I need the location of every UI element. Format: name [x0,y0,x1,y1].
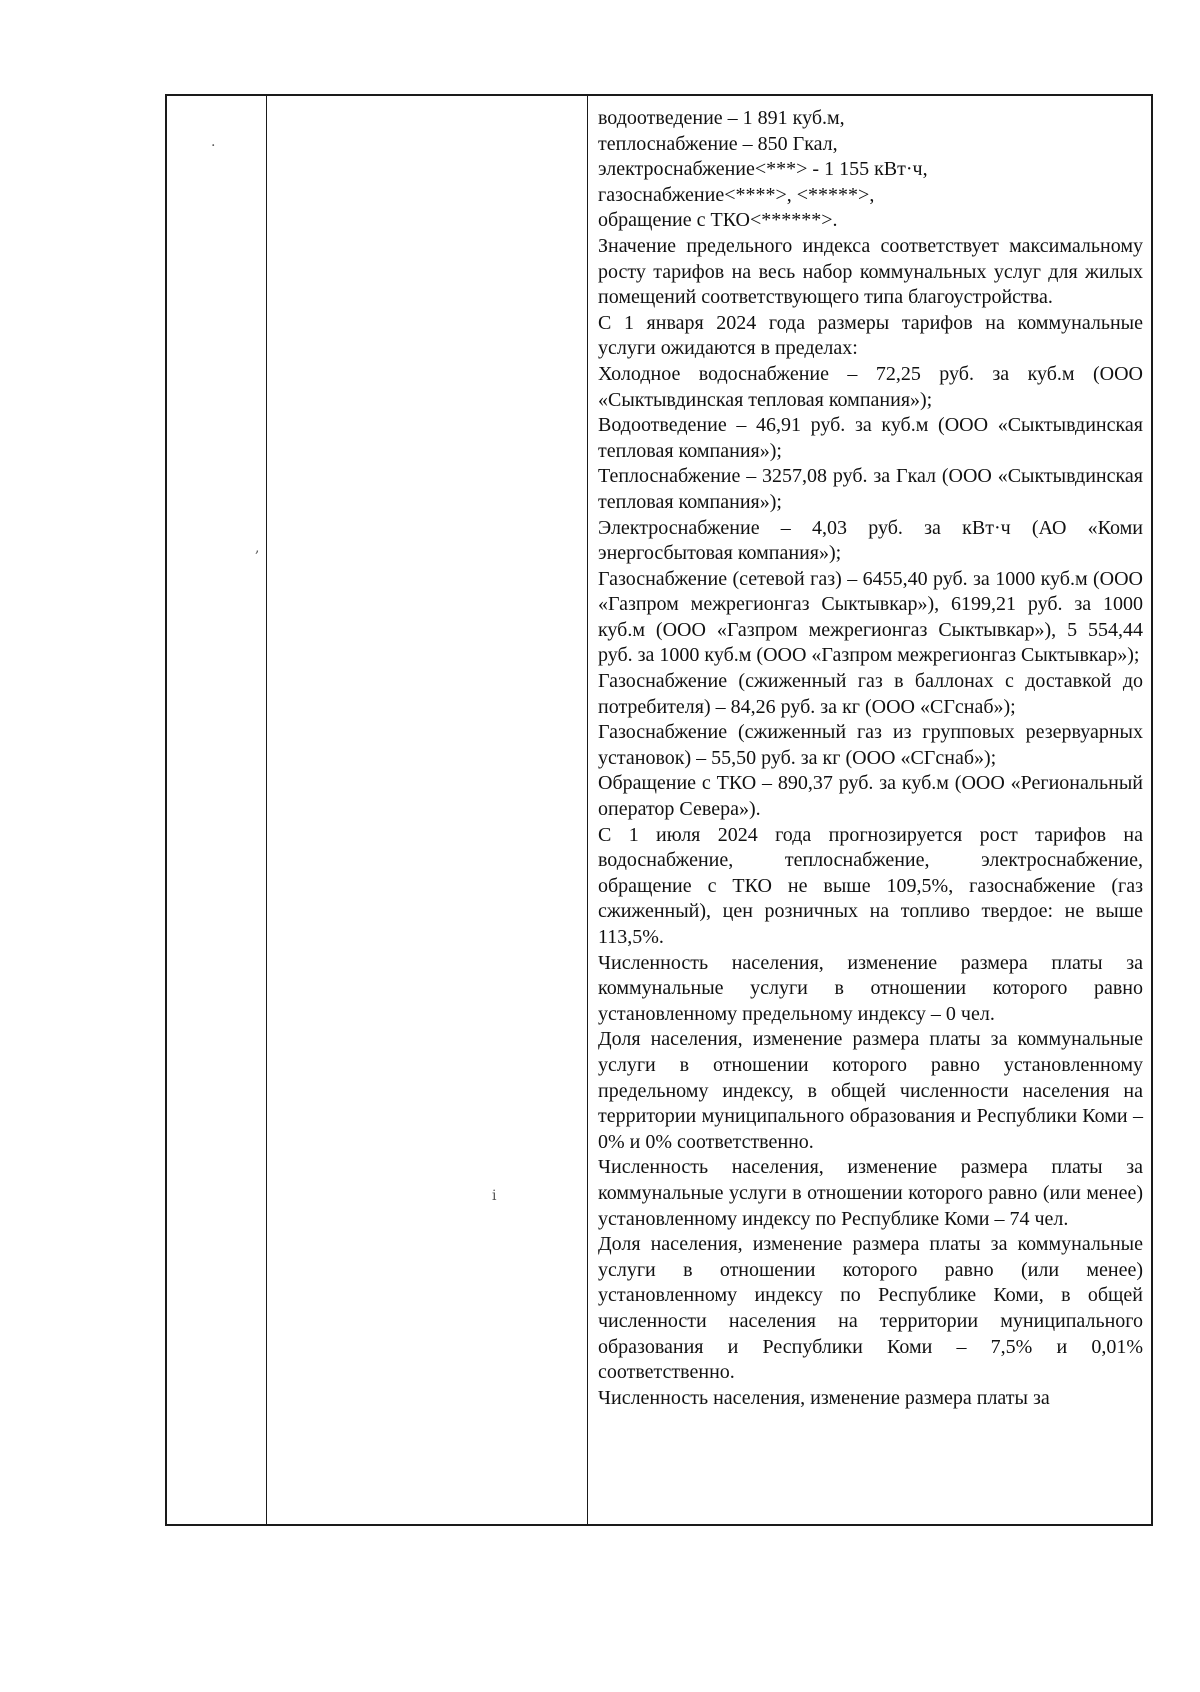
document-table [165,94,1153,1526]
paragraph: Газоснабжение (сжиженный газ в баллонах с доставкой до потребителя) – 84,26 руб. за кг (ООО «СГснаб»); [598,670,1143,718]
scan-artifact: . [211,134,216,150]
continuation-line: газоснабжение<****>, <*****>, [598,183,875,206]
paragraph: Газоснабжение (сетевой газ) – 6455,40 руб. за 1000 куб.м (ООО «Газпром межрегионгаз Сыктывкар»), 6199,21 руб. за 1000 куб.м (ООО «Газпром межрегионгаз Сыктывкар»), 5 554,44 руб. за 1000 куб.м (ООО «Газпром межрегионгаз Сыктывкар»); [598,567,1143,667]
paragraph: Доля населения, изменение размера платы за коммунальные услуги в отношении которого равно установленному предельному индексу, в общей численности населения на территории муниципального образования и Республики Коми – 0% и 0% соответственно. [598,1028,1143,1153]
scan-artifact: , [255,540,260,556]
paragraph: Значение предельного индекса соответствует максимальному росту тарифов на весь набор коммунальных услуг для жилых помещений соответствующего типа благоустройства. [598,234,1143,309]
paragraph: Численность населения, изменение размера платы за [598,1386,1050,1409]
table-cell-content [588,96,1151,1524]
continuation-line: теплоснабжение – 850 Гкал, [598,132,838,155]
paragraph: Газоснабжение (сжиженный газ из групповых резервуарных установок) – 55,50 руб. за кг (ООО «СГснаб»); [598,721,1143,769]
paragraph: Численность населения, изменение размера платы за коммунальные услуги в отношении которого равно (или менее) установленному индексу по Республике Коми – 74 чел. [598,1156,1143,1230]
paragraph: Обращение с ТКО – 890,37 руб. за куб.м (ООО «Региональный оператор Севера»). [598,772,1143,821]
table-cell-number [167,96,267,1524]
paragraph: Теплоснабжение – 3257,08 руб. за Гкал (ООО «Сыктывдинская тепловая компания»); [598,465,1143,513]
scan-artifact: i [492,1188,497,1204]
continuation-line: электроснабжение<***> - 1 155 кВт·ч, [598,158,928,181]
continuation-line: обращение с ТКО<******>. [598,209,838,232]
paragraph: С 1 июля 2024 года прогнозируется рост тарифов на водоснабжение, теплоснабжение, электроснабжение, обращение с ТКО не выше 109,5%, газоснабжение (газ сжиженный), цен розничных на топливо твердое: не выше 113,5%. [598,823,1143,948]
paragraph: Численность населения, изменение размера платы за коммунальные услуги в отношении которого равно установленному предельному индексу – 0 чел. [598,951,1143,1025]
paragraph: С 1 января 2024 года размеры тарифов на коммунальные услуги ожидаются в пределах: [598,311,1143,360]
paragraph: Холодное водоснабжение – 72,25 руб. за куб.м (ООО «Сыктывдинская тепловая компания»); [598,362,1143,411]
table-cell-title [267,96,588,1524]
continuation-line: водоотведение – 1 891 куб.м, [598,107,845,129]
paragraph: Доля населения, изменение размера платы за коммунальные услуги в отношении которого равно (или менее) установленному индексу по Республике Коми, в общей численности населения на территории муниципального образования и Республики Коми – 7,5% и 0,01% соответственно. [598,1233,1143,1384]
paragraph: Электроснабжение – 4,03 руб. за кВт·ч (АО «Коми энергосбытовая компания»); [598,516,1143,565]
paragraph: Водоотведение – 46,91 руб. за куб.м (ООО «Сыктывдинская тепловая компания»); [598,414,1143,462]
